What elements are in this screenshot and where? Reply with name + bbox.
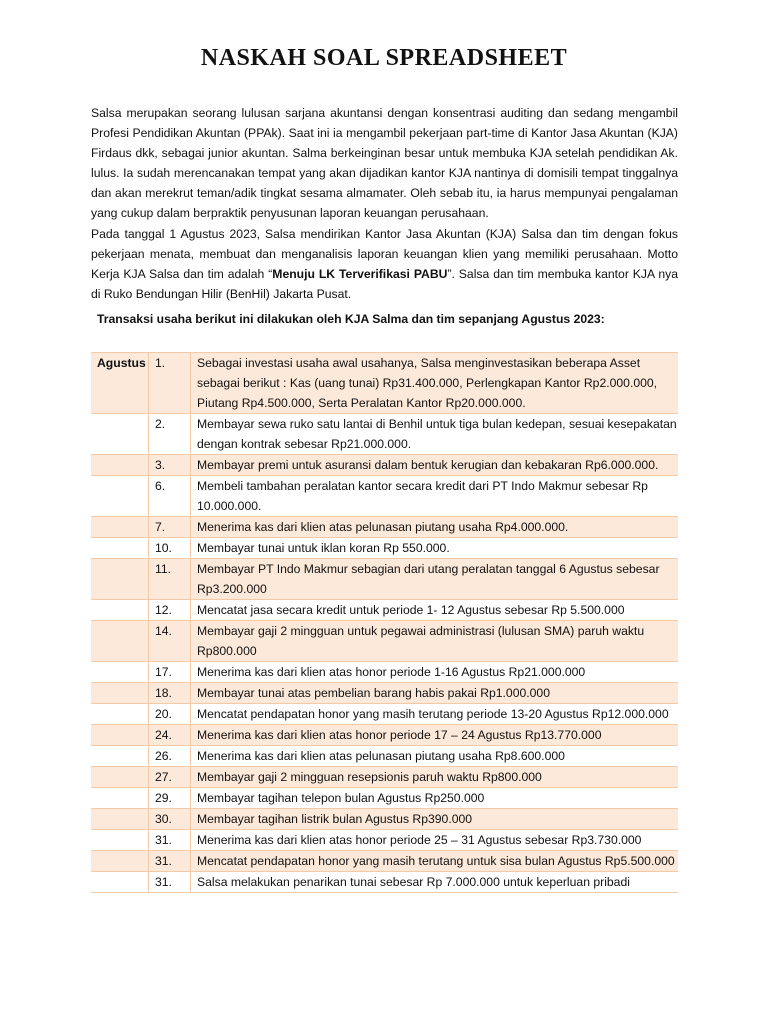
table-row [91,704,678,725]
description-cell: Menerima kas dari klien atas pelunasan piutang usaha Rp4.000.000. [191,517,679,538]
document-title: NASKAH SOAL SPREADSHEET [200,45,568,71]
table-row [91,830,678,851]
day-cell: 31. [149,872,191,893]
month-cell [91,830,149,851]
table-row [91,683,678,704]
day-cell: 31. [149,830,191,851]
day-cell: 18. [149,683,191,704]
table-row [91,809,678,830]
month-cell [91,767,149,788]
month-cell [91,704,149,725]
table-row [91,767,678,788]
month-cell: Agustus [91,353,149,414]
table-row [91,517,678,538]
description-cell: Membayar tunai atas pembelian barang habis pakai Rp1.000.000 [191,683,679,704]
table-row [91,662,678,683]
month-cell [91,809,149,830]
transactions-table-body [91,353,678,893]
month-cell [91,725,149,746]
description-cell: Sebagai investasi usaha awal usahanya, Salsa menginvestasikan beberapa Asset sebagai berikut : Kas (uang tunai) Rp31.400.000, Perlengkapan Kantor Rp2.000.000, Piutang Rp4.500.000, Serta Peralatan Kantor Rp20.000.000. [191,353,679,414]
table-row [91,414,678,455]
description-cell: Mencatat pendapatan honor yang masih terutang periode 13-20 Agustus Rp12.000.000 [191,704,679,725]
month-cell [91,683,149,704]
description-cell: Membayar gaji 2 mingguan untuk pegawai administrasi (lulusan SMA) paruh waktu Rp800.000 [191,621,679,662]
month-cell [91,476,149,517]
description-cell: Menerima kas dari klien atas honor periode 1-16 Agustus Rp21.000.000 [191,662,679,683]
description-cell: Mencatat jasa secara kredit untuk periode 1- 12 Agustus sebesar Rp 5.500.000 [191,600,679,621]
day-cell: 26. [149,746,191,767]
day-cell: 30. [149,809,191,830]
table-row [91,600,678,621]
day-cell: 31. [149,851,191,872]
description-cell: Membayar tunai untuk iklan koran Rp 550.000. [191,538,679,559]
description-cell: Membayar sewa ruko satu lantai di Benhil untuk tiga bulan kedepan, sesuai kesepakatan dengan kontrak sebesar Rp21.000.000. [191,414,679,455]
day-cell: 7. [149,517,191,538]
description-cell: Menerima kas dari klien atas honor periode 25 – 31 Agustus sebesar Rp3.730.000 [191,830,679,851]
description-cell: Membayar gaji 2 mingguan resepsionis paruh waktu Rp800.000 [191,767,679,788]
description-cell: Menerima kas dari klien atas pelunasan piutang usaha Rp8.600.000 [191,746,679,767]
table-row [91,746,678,767]
table-row [91,559,678,600]
month-cell [91,662,149,683]
table-row [91,538,678,559]
day-cell: 17. [149,662,191,683]
month-cell [91,538,149,559]
table-row [91,872,678,893]
intro-paragraph-2-text-start: Pada tanggal 1 Agustus 2023, Salsa mendirikan Kantor Jasa Akuntan (KJA) Salsa dan tim dengan fokus pekerjaan menata, membuat dan menganalisis laporan keuangan klien yang memiliki perusahaan. Motto Kerja KJA Salsa dan tim adalah “ [91,227,678,281]
day-cell: 27. [149,767,191,788]
transactions-heading: Transaksi usaha berikut ini dilakukan oleh KJA Salma dan tim sepanjang Agustus 2023: [97,312,605,326]
month-cell [91,788,149,809]
month-cell [91,851,149,872]
day-cell: 10. [149,538,191,559]
description-cell: Menerima kas dari klien atas honor periode 17 – 24 Agustus Rp13.770.000 [191,725,679,746]
table-row [91,621,678,662]
month-cell [91,872,149,893]
day-cell: 14. [149,621,191,662]
table-row [91,725,678,746]
day-cell: 11. [149,559,191,600]
table-row [91,353,678,414]
table-row [91,788,678,809]
day-cell: 1. [149,353,191,414]
day-cell: 29. [149,788,191,809]
description-cell: Mencatat pendapatan honor yang masih terutang untuk sisa bulan Agustus Rp5.500.000 [191,851,679,872]
transactions-table [91,352,678,893]
intro-paragraph-1: Salsa merupakan seorang lulusan sarjana akuntansi dengan konsentrasi auditing dan sedang mengambil Profesi Pendidikan Akuntan (PPAk). Saat ini ia mengambil pekerjaan part-time di Kantor Jasa Akuntan (KJA) Firdaus dkk, sebagai junior akuntan. Salma berkeinginan besar untuk membuka KJA setelah pendidikan Ak. lulus. Ia sudah merencanakan tempat yang akan dijadikan kantor KJA nantinya di domisili tempat tinggalnya dan akan merekrut teman/adik tingkat sesama almamater. Oleh sebab itu, ia harus mempunyai pengalaman yang cukup dalam berpraktik penyusunan laporan keuangan perusahaan. [91,106,678,220]
month-cell [91,746,149,767]
table-row [91,851,678,872]
description-cell: Membeli tambahan peralatan kantor secara kredit dari PT Indo Makmur sebesar Rp 10.000.000. [191,476,679,517]
month-cell [91,621,149,662]
month-cell [91,600,149,621]
description-cell: Membayar tagihan listrik bulan Agustus Rp390.000 [191,809,679,830]
intro-paragraph-2-text-end: ”. Salsa dan tim membuka kantor KJA nya di Ruko Bendungan Hilir (BenHil) Jakarta Pusat. [91,267,679,301]
motto-text: Menuju LK Terverifikasi PABU [272,267,448,281]
description-cell: Membayar tagihan telepon bulan Agustus Rp250.000 [191,788,679,809]
description-cell: Salsa melakukan penarikan tunai sebesar Rp 7.000.000 untuk keperluan pribadi [191,872,679,893]
day-cell: 6. [149,476,191,517]
description-cell: Membayar PT Indo Makmur sebagian dari utang peralatan tanggal 6 Agustus sebesar Rp3.200.000 [191,559,679,600]
table-row [91,455,678,476]
day-cell: 12. [149,600,191,621]
description-cell: Membayar premi untuk asuransi dalam bentuk kerugian dan kebakaran Rp6.000.000. [191,455,679,476]
month-cell [91,559,149,600]
month-cell [91,517,149,538]
day-cell: 2. [149,414,191,455]
intro-paragraph-2 [91,224,678,304]
month-cell [91,455,149,476]
month-cell [91,414,149,455]
table-row [91,476,678,517]
day-cell: 20. [149,704,191,725]
day-cell: 3. [149,455,191,476]
day-cell: 24. [149,725,191,746]
